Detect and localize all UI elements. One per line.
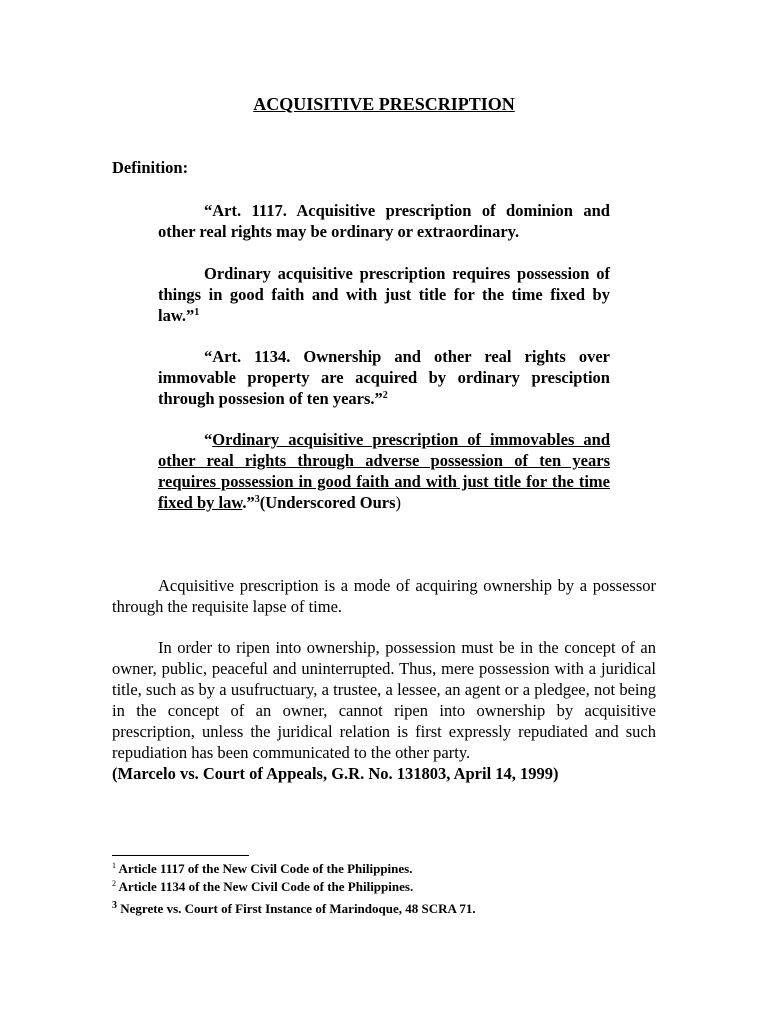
- quote-art-1117: [158, 200, 610, 242]
- paragraph-concept-of-owner: [112, 637, 656, 784]
- underlined-text: Ordinary acquisitive prescription of immovables and other real rights through adverse possession of ten years requires possession in good faith and with just title for the time fixed by law: [158, 430, 610, 512]
- footnote-text: Article 1134 of the New Civil Code of the Philippines.: [118, 879, 414, 894]
- definition-label: Definition:: [112, 158, 189, 177]
- footnote-text: Article 1117 of the New Civil Code of the Philippines.: [118, 861, 413, 876]
- footnote-1: [112, 860, 672, 878]
- case-citation: (Marcelo vs. Court of Appeals, G.R. No. 131803, April 14, 1999): [112, 764, 559, 783]
- footnote-number: 2: [112, 879, 116, 888]
- footnote-ref[interactable]: 1: [194, 307, 200, 318]
- footnote-separator: [112, 855, 249, 856]
- quote-underscored: [158, 429, 610, 513]
- paragraph-text: In order to ripen into ownership, possession must be in the concept of an owner, public, peaceful and uninterrupted. Thus, mere possession with a juridical title, such as by a usufructuary, a trustee, a lessee, an agent or a pledgee, not being in the concept of an owner, cannot ripen into ownership by acquisitive prescription, unless the juridical relation is first expressly repudiated and such repudiation has been communicated to the other party.: [112, 638, 656, 762]
- footnote-ref[interactable]: 3: [254, 494, 260, 505]
- underscored-note: (Underscored Ours: [259, 493, 396, 512]
- footnote-number: 3: [112, 900, 117, 911]
- underscored-note-close: ): [395, 493, 402, 512]
- open-quote: “: [204, 430, 213, 449]
- footnotes: [112, 860, 672, 918]
- document-title: ACQUISITIVE PRESCRIPTION: [253, 94, 515, 114]
- quote-art-1134: [158, 346, 610, 409]
- paragraph-text: Acquisitive prescription is a mode of acquiring ownership by a possessor through the requisite lapse of time.: [112, 576, 656, 616]
- footnote-2: [112, 878, 672, 896]
- close-quote: .”: [242, 493, 255, 512]
- footnote-3: [112, 900, 672, 918]
- quote-text: “Art. 1117. Acquisitive prescription of dominion and other real rights may be ordinary or extraordinary.: [158, 201, 610, 241]
- quote-text: Ordinary acquisitive prescription requires possession of things in good faith and with just title for the time fixed by law.”: [158, 264, 610, 325]
- footnote-text: Negrete vs. Court of First Instance of Marindoque, 48 SCRA 71.: [120, 901, 476, 916]
- paragraph-definition: [112, 575, 656, 617]
- footnote-number: 1: [112, 861, 116, 870]
- footnote-ref[interactable]: 2: [382, 390, 388, 401]
- quote-text: “Art. 1134. Ownership and other real rights over immovable property are acquired by ordinary presciption through possesion of ten years.”: [158, 347, 610, 408]
- quote-ordinary-prescription: [158, 263, 610, 326]
